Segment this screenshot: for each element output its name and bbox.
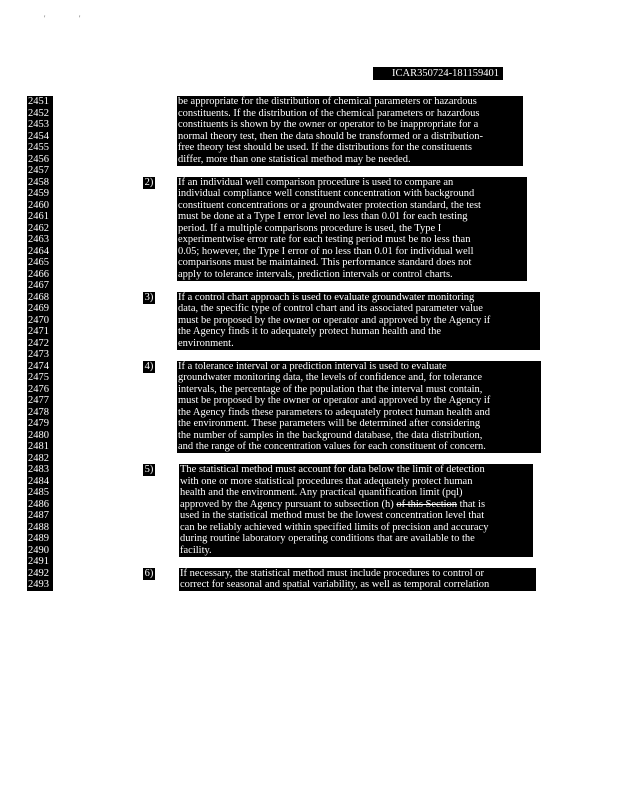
text-line-content: must be proposed by the owner or operator and approved by the Agency if: [178, 395, 491, 406]
text-line-content: constituents. If the distribution of the chemical parameters or hazardous: [178, 107, 480, 119]
text-line-content: If a control chart approach is used to evaluate groundwater monitoring: [178, 291, 475, 303]
line-number: 2474: [27, 361, 53, 373]
text-line: [179, 464, 533, 476]
text-line: [179, 476, 533, 488]
text-line-content: during routine laboratory operating conditions that are available to the: [180, 533, 475, 544]
text-line-content: the Agency finds these parameters to adequately protect human health and: [178, 406, 490, 418]
line-number: 2463: [27, 234, 53, 246]
text-line-content: individual compliance well constituent concentration with background: [178, 188, 475, 199]
paragraph-marker: 3): [144, 291, 154, 303]
text-line-content: and the range of the concentration values for each constituent of concern.: [178, 441, 486, 452]
line-number: 2490: [27, 545, 53, 557]
text-line-content: intervals, the percentage of the population that the interval must contain,: [178, 383, 483, 395]
text-line: [179, 568, 536, 580]
line-number: 2458: [27, 177, 53, 189]
line-number: 2485: [27, 487, 53, 499]
text-line: [179, 510, 533, 522]
text-line-content: If a tolerance interval or a prediction interval is used to evaluate: [178, 360, 447, 372]
text-line: [177, 303, 540, 315]
text-line-content: facility.: [180, 544, 212, 556]
text-line-content: apply to tolerance intervals, prediction intervals or control charts.: [178, 268, 453, 280]
text-line: [177, 407, 541, 419]
line-number: 2461: [27, 211, 53, 223]
text-line-content: with one or more statistical procedures that adequately protect human: [180, 475, 473, 487]
text-line-content: approved by the Agency pursuant to subsection (h): [180, 498, 397, 510]
text-line: [177, 223, 527, 235]
line-number: 2455: [27, 142, 53, 154]
text-line-content: The statistical method must account for data below the limit of detection: [180, 464, 485, 475]
text-line-content: experimentwise error rate for each testing period must be no less than: [178, 234, 471, 245]
text-line-content: the Agency finds it to adequately protect human health and the: [178, 326, 442, 337]
line-number: 2493: [27, 579, 53, 591]
line-number: 2451: [27, 96, 53, 108]
line-number: 2492: [27, 568, 53, 580]
text-line-content: health and the environment. Any practical quantification limit (pql): [180, 487, 463, 498]
text-line: [179, 533, 533, 545]
line-number: 2477: [27, 395, 53, 407]
line-number: 2480: [27, 430, 53, 442]
text-line-content: correct for seasonal and spatial variability, as well as temporal correlation: [180, 579, 490, 590]
text-line: [177, 372, 541, 384]
text-line-content: the number of samples in the background database, the data distribution,: [178, 429, 483, 441]
text-line: [177, 361, 541, 373]
text-line: [177, 188, 527, 200]
line-number: 2469: [27, 303, 53, 315]
text-line-content: constituents is shown by the owner or operator to be inappropriate for a: [178, 119, 479, 130]
text-line-content: can be reliably achieved within specified limits of precision and accuracy: [180, 521, 489, 533]
text-line-content: groundwater monitoring data, the levels of confidence and, for tolerance: [178, 372, 483, 383]
text-line: [177, 338, 540, 350]
text-line-content: comparisons must be maintained. This performance standard does not: [178, 257, 472, 268]
line-number: 2487: [27, 510, 53, 522]
text-line-content: must be done at a Type I error level no less than 0.01 for each testing: [178, 211, 468, 222]
text-line: [177, 200, 527, 212]
line-number: 2484: [27, 476, 53, 488]
paragraph-marker: 4): [144, 360, 154, 372]
line-number: 2476: [27, 384, 53, 396]
text-line-content: used in the statistical method must be the lowest concentration level that: [180, 510, 485, 521]
line-number: 2473: [27, 349, 53, 361]
text-line: [177, 395, 541, 407]
text-line: [177, 142, 523, 154]
text-line-content: the environment. These parameters will be determined after considering: [178, 418, 481, 429]
paragraph-marker: 2): [144, 176, 154, 188]
text-line: [177, 246, 527, 258]
line-number: 2456: [27, 154, 53, 166]
text-line: [177, 131, 523, 143]
text-line-content: If an individual well comparison procedure is used to compare an: [178, 176, 454, 188]
line-number: 2468: [27, 292, 53, 304]
line-number: 2481: [27, 441, 53, 453]
text-line: [177, 154, 523, 166]
line-number: 2482: [27, 453, 53, 465]
document-id: ICAR350724-181159401: [373, 67, 503, 80]
text-after-strike: that is: [457, 498, 486, 510]
text-line: [177, 430, 541, 442]
text-line: [177, 315, 540, 327]
text-line-content: data, the specific type of control chart and its associated parameter value: [178, 303, 483, 314]
text-line: [179, 579, 536, 591]
struck-text: of this Section: [396, 498, 458, 510]
text-line-content: 0.05; however, the Type I error of no less than 0.01 for individual well: [178, 245, 474, 257]
text-line-content: differ, more than one statistical method may be needed.: [178, 153, 411, 165]
text-line: [177, 177, 527, 189]
line-number: 2486: [27, 499, 53, 511]
line-number: 2470: [27, 315, 53, 327]
line-number: 2489: [27, 533, 53, 545]
paragraph-marker: 5): [144, 464, 154, 475]
line-number: 2471: [27, 326, 53, 338]
line-number: 2457: [27, 165, 53, 177]
text-line: [177, 292, 540, 304]
line-number: 2452: [27, 108, 53, 120]
line-number: 2479: [27, 418, 53, 430]
line-number: 2478: [27, 407, 53, 419]
text-line-content: environment.: [178, 337, 234, 349]
line-number: 2483: [27, 464, 53, 476]
text-line-content: period. If a multiple comparisons procedure is used, the Type I: [178, 222, 442, 234]
text-line: [179, 545, 533, 557]
text-line: [179, 499, 533, 511]
text-line: [177, 96, 523, 108]
line-number: 2464: [27, 246, 53, 258]
line-number: 2488: [27, 522, 53, 534]
text-line: [177, 257, 527, 269]
text-line: [177, 211, 527, 223]
text-line: [177, 326, 540, 338]
text-line-content: free theory test should be used. If the distributions for the constituents: [178, 142, 472, 153]
text-line: [177, 119, 523, 131]
line-number: 2467: [27, 280, 53, 292]
line-number: 2460: [27, 200, 53, 212]
text-line: [177, 441, 541, 453]
line-number: 2491: [27, 556, 53, 568]
text-line: [177, 234, 527, 246]
text-line: [177, 108, 523, 120]
text-line: [177, 418, 541, 430]
line-number: 2462: [27, 223, 53, 235]
text-line-content: If necessary, the statistical method must include procedures to control or: [180, 567, 485, 579]
text-line: [177, 384, 541, 396]
line-number: 2459: [27, 188, 53, 200]
line-number: 2465: [27, 257, 53, 269]
line-number: 2466: [27, 269, 53, 281]
scan-speck: ': [44, 14, 46, 23]
text-line-content: normal theory test, then the data should be transformed or a distribution-: [178, 130, 484, 142]
line-number: 2475: [27, 372, 53, 384]
line-number: 2472: [27, 338, 53, 350]
scan-speck: ': [79, 14, 81, 23]
text-line-content: constituent concentrations or a groundwater protection standard, the test: [178, 199, 481, 211]
text-line-content: be appropriate for the distribution of chemical parameters or hazardous: [178, 96, 477, 107]
paragraph-marker: 6): [144, 567, 154, 579]
text-line: [179, 522, 533, 534]
text-line-content: must be proposed by the owner or operator and approved by the Agency if: [178, 314, 491, 326]
text-line: [179, 487, 533, 499]
line-number: 2454: [27, 131, 53, 143]
text-line: [177, 269, 527, 281]
line-number: 2453: [27, 119, 53, 131]
